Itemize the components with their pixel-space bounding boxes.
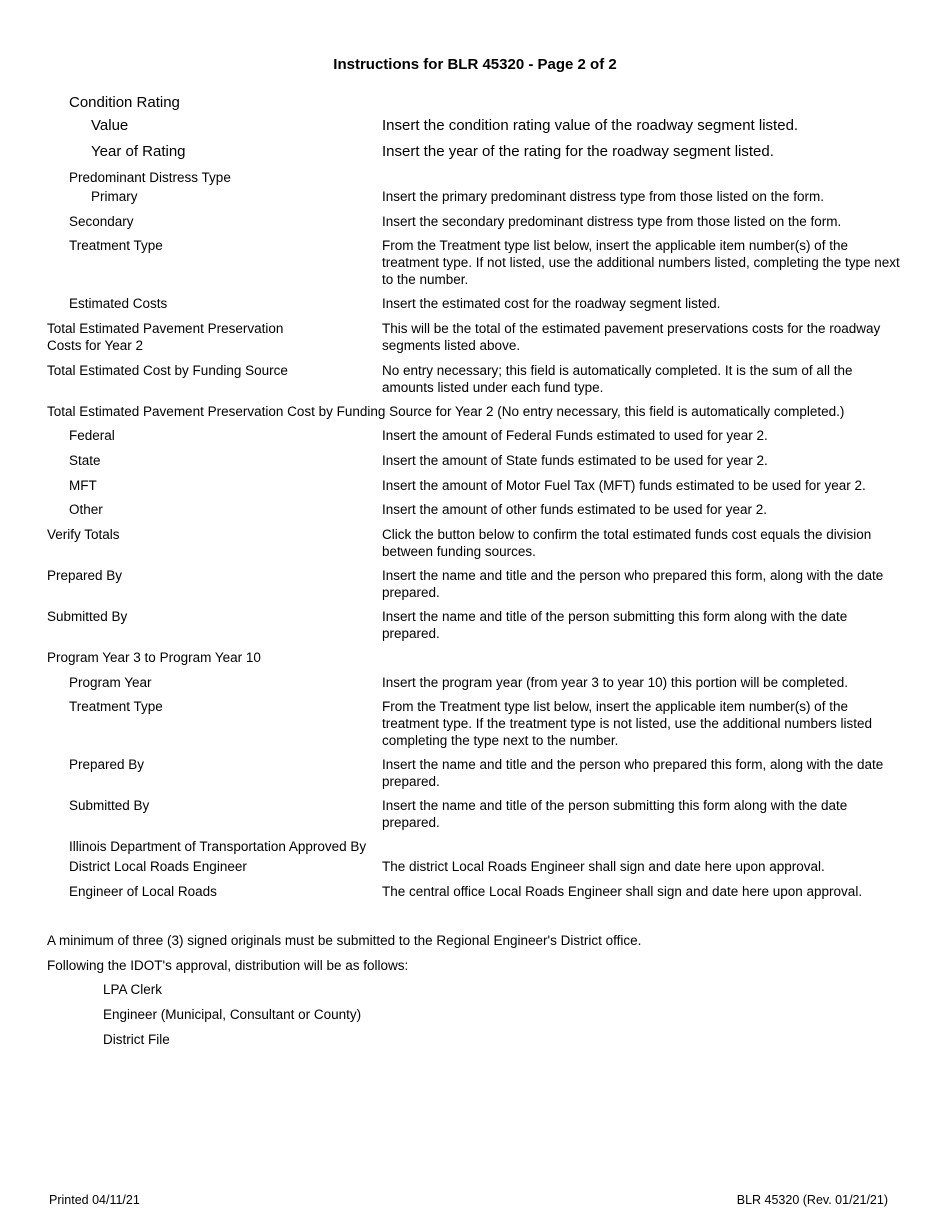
row-label: Other	[69, 502, 103, 517]
row-description: Insert the name and title and the person who prepared this form, along with the date prepared.	[382, 757, 884, 789]
row-description: Insert the amount of Federal Funds estimated to used for year 2.	[382, 428, 768, 443]
row-description: Insert the estimated cost for the roadway segment listed.	[382, 296, 721, 311]
row-description: Insert the amount of other funds estimated to be used for year 2.	[382, 502, 767, 517]
row-label: State	[69, 453, 101, 468]
row-label: Engineer of Local Roads	[69, 884, 217, 899]
row-label: District Local Roads Engineer	[69, 859, 247, 874]
row-description: Click the button below to confirm the total estimated funds cost equals the division between funding sources.	[382, 527, 872, 559]
distribution-item-label: District File	[103, 1032, 170, 1047]
row-label: Prepared By	[47, 568, 123, 583]
row-description: Insert the name and title of the person submitting this form along with the date prepared.	[382, 609, 848, 641]
row-label: Year of Rating	[91, 143, 186, 160]
row-description: Insert the program year (from year 3 to year 10) this portion will be completed.	[382, 675, 848, 690]
row-description: Insert the amount of State funds estimated to be used for year 2.	[382, 453, 768, 468]
row-label: Submitted By	[47, 609, 128, 624]
row-label: MFT	[69, 478, 97, 493]
distribution-item-label: LPA Clerk	[103, 982, 163, 997]
footer-printed-date: Printed 04/11/21	[49, 1193, 140, 1207]
footer-form-number: BLR 45320 (Rev. 01/21/21)	[736, 1193, 888, 1207]
row-label: Program Year	[69, 675, 152, 690]
row-description: Insert the name and title and the person who prepared this form, along with the date prepared.	[382, 568, 884, 600]
row-label: Estimated Costs	[69, 296, 168, 311]
note-text: A minimum of three (3) signed originals must be submitted to the Regional Engineer's District office.	[47, 933, 642, 948]
row-description: Insert the primary predominant distress type from those listed on the form.	[382, 189, 824, 204]
row-label: Condition Rating	[69, 94, 180, 111]
row-description: The central office Local Roads Engineer shall sign and date here upon approval.	[382, 884, 863, 899]
row-description: This will be the total of the estimated pavement preservations costs for the roadway segments listed above.	[382, 321, 881, 353]
row-label: Total Estimated Pavement Preservation Costs for Year 2	[47, 321, 284, 353]
row-description: No entry necessary; this field is automatically completed. It is the sum of all the amounts listed under each fund type.	[382, 363, 853, 395]
row-description: From the Treatment type list below, insert the applicable item number(s) of the treatment type. If not listed, use the additional numbers listed, completing the type next to the number.	[382, 238, 900, 287]
row-description: Insert the name and title of the person submitting this form along with the date prepared.	[382, 798, 848, 830]
row-label: Predominant Distress Type	[69, 170, 231, 185]
note-text: Following the IDOT's approval, distribution will be as follows:	[47, 958, 409, 973]
row-label: Primary	[91, 189, 138, 204]
row-label: Submitted By	[69, 798, 150, 813]
row-label: Program Year 3 to Program Year 10	[47, 650, 261, 665]
distribution-item-label: Engineer (Municipal, Consultant or County)	[103, 1007, 362, 1022]
row-label: Prepared By	[69, 757, 145, 772]
row-description: From the Treatment type list below, insert the applicable item number(s) of the treatment type. If the treatment type is not listed, use the additional numbers listed completing the type next to the number.	[382, 699, 873, 748]
row-description: Insert the amount of Motor Fuel Tax (MFT) funds estimated to be used for year 2.	[382, 478, 866, 493]
row-label: Verify Totals	[47, 527, 120, 542]
row-label: Federal	[69, 428, 115, 443]
row-description: Insert the condition rating value of the roadway segment listed.	[382, 117, 799, 134]
row-label: Illinois Department of Transportation Approved By	[69, 839, 367, 854]
row-description: Insert the year of the rating for the roadway segment listed.	[382, 143, 774, 160]
page-title: Instructions for BLR 45320 - Page 2 of 2	[333, 56, 617, 73]
row-description: Insert the secondary predominant distress type from those listed on the form.	[382, 214, 842, 229]
row-label: Treatment Type	[69, 238, 163, 253]
row-label: Secondary	[69, 214, 134, 229]
row-label: Total Estimated Cost by Funding Source	[47, 363, 288, 378]
row-label: Value	[91, 117, 129, 134]
row-label: Treatment Type	[69, 699, 163, 714]
row-description: The district Local Roads Engineer shall sign and date here upon approval.	[382, 859, 825, 874]
row-label: Total Estimated Pavement Preservation Cost by Funding Source for Year 2 (No entry necessary, this field is automatically completed.)	[47, 404, 845, 419]
